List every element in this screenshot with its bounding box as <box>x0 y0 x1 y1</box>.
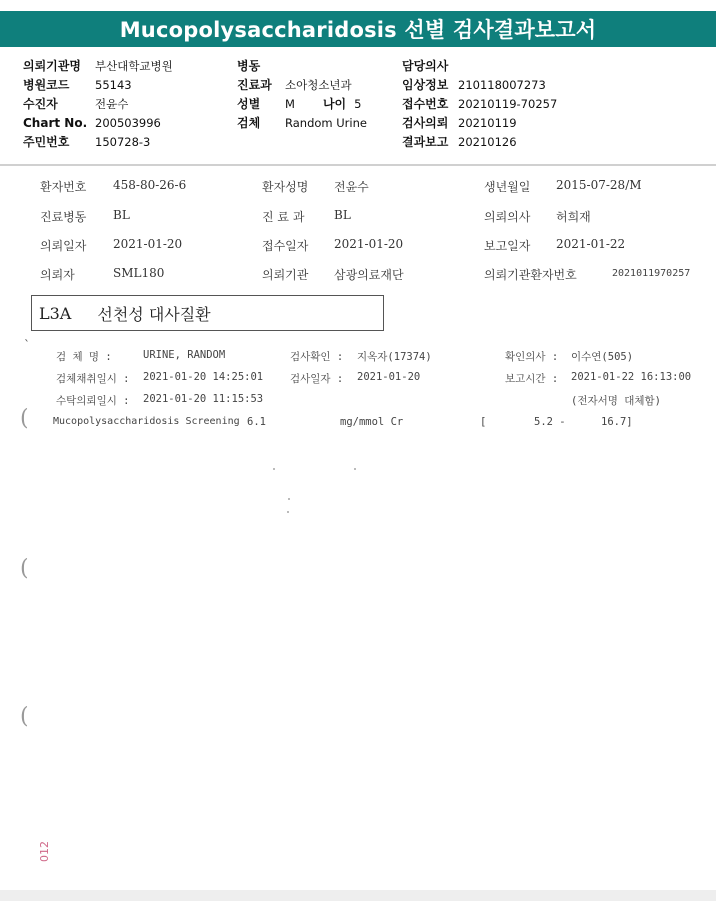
info-row <box>402 132 557 151</box>
info-row <box>237 56 367 75</box>
info-row <box>402 56 557 75</box>
info-row <box>23 56 173 75</box>
doctor-label: 의뢰의사 <box>484 210 531 224</box>
inst-patient-no-label: 의뢰기관환자번호 <box>484 268 577 282</box>
binder-hole-icon: ( <box>20 704 29 729</box>
patient-no: 458-80-26-6 <box>113 178 187 192</box>
report-date-label: 보고일자 <box>484 239 531 253</box>
info-column-1 <box>23 56 173 151</box>
info-value: 전윤수 <box>95 96 129 111</box>
dept-label: 진 료 과 <box>262 210 305 224</box>
info-label: 수진자 <box>23 97 58 111</box>
info-column-2 <box>237 56 367 132</box>
report-info-section <box>0 52 716 164</box>
dob: 2015-07-28/M <box>556 178 642 192</box>
info-value: 20210119-70257 <box>458 96 558 111</box>
section-code: L3A <box>39 303 72 323</box>
info-value: 20210126 <box>458 134 517 149</box>
info-column-3 <box>402 56 557 151</box>
result-test-name: Mucopolysaccharidosis Screening <box>53 416 240 427</box>
specimen: URINE, RANDOM <box>143 349 226 361</box>
scan-speck <box>287 511 289 513</box>
institution: 삼광의료재단 <box>334 268 404 282</box>
info-value: 200503996 <box>95 115 161 130</box>
age-value: 5 <box>354 96 362 111</box>
info-value: 소아청소년과 <box>285 77 352 92</box>
test-section-box <box>31 295 384 331</box>
binder-hole-icon: ( <box>20 406 29 431</box>
info-value: Random Urine <box>285 115 367 130</box>
report-time-label: 보고시간 : <box>505 373 559 385</box>
info-label: 검체 <box>237 116 261 130</box>
collect-label: 검체채취일시 : <box>56 373 130 385</box>
report-title: Mucopolysaccharidosis 선별 검사결과보고서 <box>119 18 597 42</box>
info-label: 의뢰기관명 <box>23 59 81 73</box>
info-label: 성별 <box>237 97 261 111</box>
collect-time: 2021-01-20 14:25:01 <box>143 371 264 383</box>
specimen-label: 검 체 명 : <box>56 351 112 363</box>
info-value: 150728-3 <box>95 134 151 149</box>
info-row <box>237 94 367 113</box>
patient-name: 전윤수 <box>334 180 369 194</box>
info-row <box>23 113 173 132</box>
consign-time: 2021-01-20 11:15:53 <box>143 393 264 405</box>
requester-label: 의뢰자 <box>40 268 75 282</box>
section-title: 선천성 대사질환 <box>97 304 211 324</box>
consign-label: 수탁의뢰일시 : <box>56 395 130 407</box>
checker-label: 검사확인 : <box>290 351 344 363</box>
dob-label: 생년월일 <box>484 180 531 194</box>
doctor: 허희재 <box>556 210 591 224</box>
scan-speck <box>354 468 356 470</box>
scan-mark-icon: ˋ <box>24 338 30 352</box>
request-date-label: 의뢰일자 <box>40 239 87 253</box>
scan-speck <box>273 468 275 470</box>
page-mark: 012 <box>38 841 51 862</box>
report-time: 2021-01-22 16:13:00 <box>571 371 692 383</box>
info-label: 주민번호 <box>23 135 70 149</box>
dept: BL <box>334 208 351 222</box>
info-label: 진료과 <box>237 78 272 92</box>
binder-hole-icon: ( <box>20 556 29 581</box>
ward: BL <box>113 208 130 222</box>
info-label: 검사의뢰 <box>402 116 449 130</box>
institution-label: 의뢰기관 <box>262 268 309 282</box>
info-row <box>23 94 173 113</box>
confirm-doc-label: 확인의사 : <box>505 351 559 363</box>
bottom-bar <box>0 890 716 901</box>
receipt-date: 2021-01-20 <box>334 237 404 251</box>
ref-range-high: 16.7] <box>601 416 633 428</box>
ref-range-open: [ <box>480 416 487 428</box>
info-value: 210118007273 <box>458 77 546 92</box>
info-row <box>402 94 557 113</box>
info-row <box>402 75 557 94</box>
ward-label: 진료병동 <box>40 210 87 224</box>
info-value: 20210119 <box>458 115 517 130</box>
info-value: 55143 <box>95 77 132 92</box>
confirm-doc: 이수연(505) <box>571 351 634 363</box>
info-label: 접수번호 <box>402 97 449 111</box>
scan-speck <box>288 498 290 500</box>
signature-note: (전자서명 대체함) <box>571 395 661 407</box>
info-row <box>237 113 367 132</box>
patient-name-label: 환자성명 <box>262 180 309 194</box>
scanned-result-page <box>0 166 716 890</box>
info-label: 병원코드 <box>23 78 70 92</box>
info-row <box>23 132 173 151</box>
info-label: 담당의사 <box>402 59 449 73</box>
test-date-label: 검사일자 : <box>290 373 344 385</box>
report-title-bar <box>0 11 716 47</box>
inst-patient-no: 2021011970257 <box>612 268 691 279</box>
info-label: 결과보고 <box>402 135 449 149</box>
info-label: 임상정보 <box>402 78 449 92</box>
info-label: 병동 <box>237 59 261 73</box>
ref-range-low: 5.2 - <box>534 416 566 428</box>
report-date: 2021-01-22 <box>556 237 626 251</box>
info-value: 부산대학교병원 <box>95 58 173 73</box>
test-date: 2021-01-20 <box>357 371 421 383</box>
result-value: 6.1 <box>247 416 266 428</box>
age-label: 나이 <box>322 97 347 111</box>
checker: 지옥자(17374) <box>357 351 432 363</box>
result-unit: mg/mmol Cr <box>340 416 404 428</box>
patient-no-label: 환자번호 <box>40 180 87 194</box>
requester: SML180 <box>113 266 165 280</box>
info-row <box>402 113 557 132</box>
info-label: Chart No. <box>23 115 88 130</box>
receipt-date-label: 접수일자 <box>262 239 309 253</box>
info-row <box>237 75 367 94</box>
info-row <box>23 75 173 94</box>
info-value: M <box>285 96 295 111</box>
request-date: 2021-01-20 <box>113 237 183 251</box>
